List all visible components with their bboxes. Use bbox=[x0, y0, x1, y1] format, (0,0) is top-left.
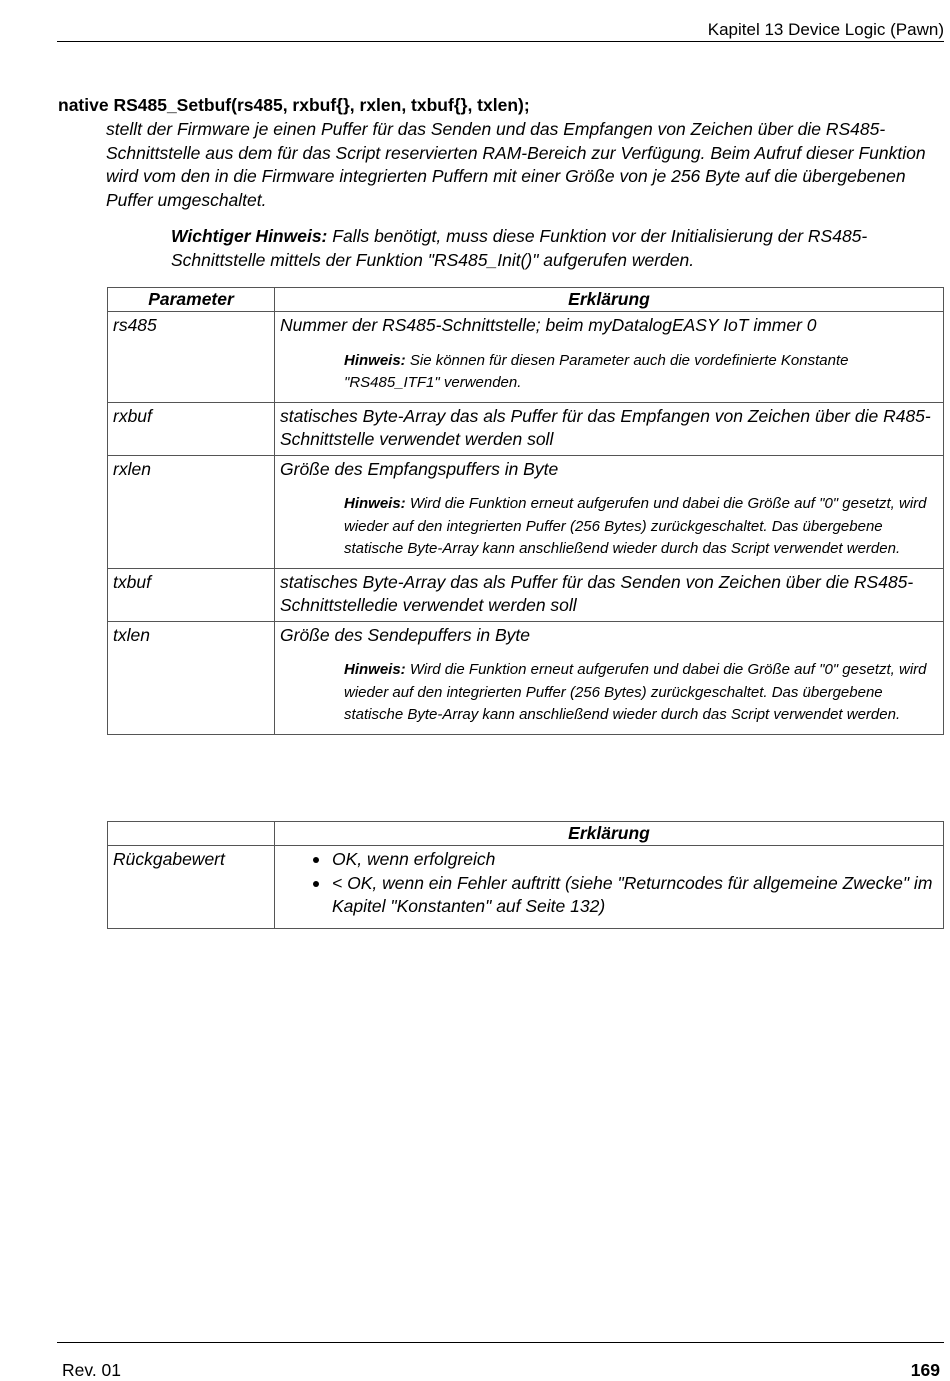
param-description: Größe des Empfangspuffers in Byte bbox=[280, 458, 559, 479]
hint-label: Hinweis: bbox=[344, 661, 406, 678]
param-description-cell bbox=[275, 621, 944, 734]
hint-label: Hinweis: bbox=[344, 351, 406, 369]
param-hint bbox=[344, 493, 938, 561]
list-item bbox=[280, 872, 938, 919]
parameter-table-header bbox=[108, 288, 944, 312]
list-item bbox=[280, 848, 938, 872]
header-empty bbox=[108, 822, 275, 846]
page-number: 169 bbox=[910, 1360, 940, 1380]
footer-divider bbox=[57, 1342, 944, 1343]
table-row bbox=[108, 621, 944, 734]
hint-label: Hinweis: bbox=[344, 495, 406, 512]
param-description: statisches Byte-Array das als Puffer für das Empfangen von Zeichen über die R485-Schnittstelle verwendet werden soll bbox=[280, 405, 931, 449]
bullet-icon bbox=[313, 881, 319, 887]
param-name: rxbuf bbox=[108, 402, 275, 455]
param-description-cell bbox=[275, 455, 944, 568]
param-name: txbuf bbox=[108, 568, 275, 621]
bullet-icon bbox=[313, 857, 319, 863]
return-label: Rückgabewert bbox=[108, 846, 275, 929]
param-description-cell bbox=[275, 568, 944, 621]
table-row bbox=[108, 312, 944, 403]
header-explanation: Erklärung bbox=[275, 822, 944, 846]
return-bullet-list bbox=[280, 848, 938, 925]
param-name: txlen bbox=[108, 621, 275, 734]
param-description-cell bbox=[275, 312, 944, 403]
chapter-header: Kapitel 13 Device Logic (Pawn) bbox=[707, 20, 944, 39]
important-note bbox=[171, 225, 931, 272]
table-row bbox=[108, 568, 944, 621]
table-row bbox=[108, 846, 944, 929]
function-signature: native RS485_Setbuf(rs485, rxbuf{}, rxlen, txbuf{}, txlen); bbox=[58, 95, 530, 115]
param-name: rs485 bbox=[108, 312, 275, 403]
header-parameter: Parameter bbox=[108, 288, 275, 312]
param-description: statisches Byte-Array das als Puffer für das Senden von Zeichen über die RS485-Schnittstelledie verwendet werden soll bbox=[280, 571, 914, 615]
param-hint bbox=[344, 659, 938, 727]
return-description-cell bbox=[275, 846, 944, 929]
header-divider bbox=[57, 41, 944, 42]
param-hint bbox=[344, 350, 938, 395]
param-description: Größe des Sendepuffers in Byte bbox=[280, 624, 530, 645]
hint-text: Wird die Funktion erneut aufgerufen und dabei die Größe auf "0" gesetzt, wird wieder auf den integrierten Puffer (256 Bytes) zurückgeschaltet. Das übergebene statische Byte-Array kann anschließend wieder durch das Script verwendet werden. bbox=[344, 495, 927, 557]
param-description-cell bbox=[275, 402, 944, 455]
function-description: stellt der Firmware je einen Puffer für das Senden und das Empfangen von Zeichen über die RS485-Schnittstelle aus dem für das Script reservierten RAM-Bereich zur Verfügung. Beim Aufruf dieser Funktion wird vom den in die Firmware integrierten Puffern mit einer Größe von je 256 Byte auf die übergebenen Puffer umgeschaltet. bbox=[106, 119, 926, 210]
bullet-text: < OK, wenn ein Fehler auftritt (siehe "Returncodes für allgemeine Zwecke" im Kapitel "Konstanten" auf Seite 132) bbox=[332, 872, 933, 916]
hint-text: Wird die Funktion erneut aufgerufen und dabei die Größe auf "0" gesetzt, wird wieder auf den integrierten Puffer (256 Bytes) zurückgeschaltet. Das übergebene statische Byte-Array kann anschließend wieder durch das Script verwendet werden. bbox=[344, 661, 927, 723]
important-note-text: Falls benötigt, muss diese Funktion vor der Initialisierung der RS485-Schnittstelle mittels der Funktion "RS485_Init()" aufgerufen werden. bbox=[171, 226, 868, 270]
table-row bbox=[108, 455, 944, 568]
parameter-table bbox=[107, 287, 944, 735]
header-explanation: Erklärung bbox=[275, 288, 944, 312]
param-name: rxlen bbox=[108, 455, 275, 568]
revision-label: Rev. 01 bbox=[62, 1360, 122, 1380]
table-row bbox=[108, 402, 944, 455]
important-note-label: Wichtiger Hinweis: bbox=[171, 226, 328, 246]
bullet-text: OK, wenn erfolgreich bbox=[332, 849, 496, 869]
return-table-header bbox=[108, 822, 944, 846]
hint-text: Sie können für diesen Parameter auch die vordefinierte Konstante "RS485_ITF1" verwenden. bbox=[344, 351, 849, 391]
return-value-table bbox=[107, 821, 944, 929]
param-description: Nummer der RS485-Schnittstelle; beim myDatalogEASY IoT immer 0 bbox=[280, 315, 817, 335]
